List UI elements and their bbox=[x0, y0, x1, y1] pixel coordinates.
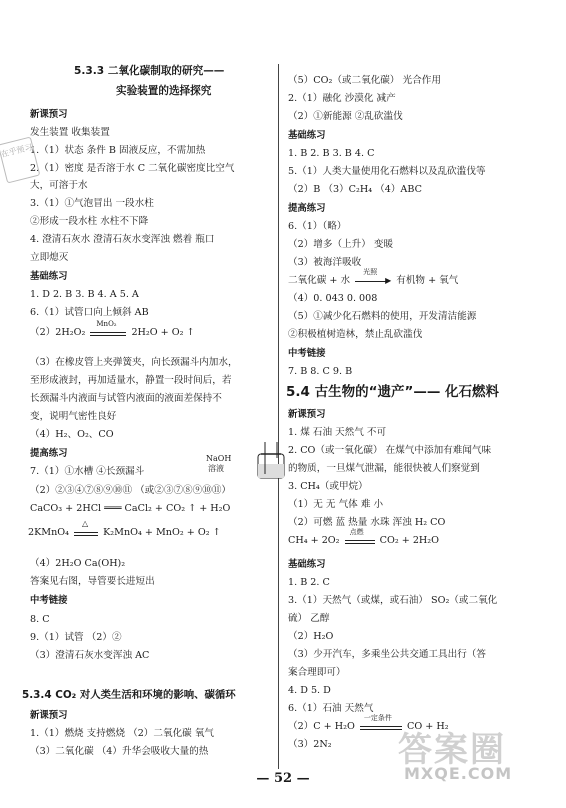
subsection-heading: 中考链接 bbox=[288, 348, 326, 359]
answer-line: 1. B 2. C bbox=[288, 577, 330, 588]
answer-line: 至形成液封，再加适量水，静置一段时间后，若 bbox=[30, 375, 232, 386]
eq-lhs: 2KMnO₄ bbox=[28, 527, 69, 538]
eq-arrow: 光照 ▶ bbox=[353, 275, 393, 287]
answer-line: 1. D 2. B 3. B 4. A 5. A bbox=[30, 289, 139, 300]
answer-line: 3.（1）①气泡冒出 一段水柱 bbox=[30, 198, 154, 209]
eq-rhs: CO + H₂ bbox=[406, 721, 449, 732]
subsection-heading: 提高练习 bbox=[288, 203, 326, 214]
eq-rhs: 有机物 + 氧气 bbox=[396, 275, 459, 286]
answer-line: （2）H₂O bbox=[288, 631, 334, 642]
section-title-5-4: 5.4 古生物的“遗产”—— 化石燃料 bbox=[286, 384, 500, 400]
subsection-heading: 基础练习 bbox=[30, 271, 68, 282]
answer-line: 1.（1）状态 条件 B 固液反应，不需加热 bbox=[30, 145, 206, 156]
subsection-heading: 中考链接 bbox=[30, 595, 68, 606]
naoh-solution-label: 溶液 bbox=[208, 464, 224, 473]
answer-line: 发生装置 收集装置 bbox=[30, 127, 110, 138]
answer-line: （4）2H₂O Ca(OH)₂ bbox=[30, 558, 126, 569]
preview-stamp: 在乎预习 bbox=[0, 136, 40, 183]
eq-rhs: CO₂ + 2H₂O bbox=[379, 535, 440, 546]
eq-lhs: （2）C + H₂O bbox=[288, 721, 355, 732]
answer-line: 1. 煤 石油 天然气 不可 bbox=[288, 427, 387, 438]
naoh-label: NaOH bbox=[206, 454, 232, 463]
answer-line: 长颈漏斗内液面与试管内液面的液面差保持不 bbox=[30, 393, 222, 404]
subsection-heading: 基础练习 bbox=[288, 130, 326, 141]
subsection-heading: 新课预习 bbox=[30, 109, 68, 120]
answer-line: （1）无 无 气体 难 小 bbox=[288, 499, 384, 510]
answer-line: 立即熄灭 bbox=[30, 252, 69, 263]
watermark-url: MXQE.COM bbox=[404, 764, 513, 783]
answer-line: 7.（1）①水槽 ④长颈漏斗 bbox=[30, 466, 145, 477]
answer-line: 4. 澄清石灰水 澄清石灰水变浑浊 燃着 瓶口 bbox=[30, 234, 215, 245]
answer-line: 1. B 2. B 3. B 4. C bbox=[288, 148, 375, 159]
gas-washing-bottle-icon bbox=[256, 442, 292, 480]
section-subtitle-5-3-3: 实验装置的选择探究 bbox=[116, 85, 212, 97]
answer-line: 3.（1）天然气（或煤，或石油） SO₂（或二氧化 bbox=[288, 595, 498, 606]
eq-rhs: 2H₂O + O₂ ↑ bbox=[131, 327, 195, 338]
eq-lhs: （2）2H₂O₂ bbox=[30, 327, 86, 338]
answer-line: 2.（1）密度 是否溶于水 C 二氧化碳密度比空气 bbox=[30, 163, 235, 174]
section-title-5-3-4: 5.3.4 CO₂ 对人类生活和环境的影响、碳循环 bbox=[22, 689, 236, 701]
subsection-heading: 新课预习 bbox=[288, 409, 326, 420]
answer-line: （3）2N₂ bbox=[288, 739, 332, 750]
eq-condition: MnO₂ bbox=[96, 319, 117, 328]
answer-line: （3）澄清石灰水变浑浊 AC bbox=[30, 650, 150, 661]
answer-line: （5）CO₂（或二氧化碳） 光合作用 bbox=[288, 75, 441, 86]
eq-condition: 光照 bbox=[363, 267, 378, 276]
eq-lhs: CH₄ + 2O₂ bbox=[288, 535, 340, 546]
equation-caco3: CaCO₃ + 2HCl ═══ CaCl₂ + CO₂ ↑ + H₂O bbox=[30, 503, 231, 514]
equation-methane bbox=[288, 527, 440, 548]
answer-line: 大，可溶于水 bbox=[30, 180, 88, 191]
subsection-heading: 基础练习 bbox=[288, 559, 326, 570]
answer-line: 2. CO（或一氧化碳） 在煤气中添加有难闻气味 bbox=[288, 445, 492, 456]
answer-line: 5.（1）人类大量使用化石燃料以及乱砍滥伐等 bbox=[288, 166, 486, 177]
eq-condition: 点燃 bbox=[349, 527, 364, 536]
answer-line: （2）①新能源 ②乱砍滥伐 bbox=[288, 111, 403, 122]
equation-kmno4 bbox=[28, 518, 221, 540]
answer-line: （5）①减少化石燃料的使用，开发清洁能源 bbox=[288, 311, 477, 322]
answer-line: 案合理即可） bbox=[288, 667, 346, 678]
answer-line: （4）0. 043 0. 008 bbox=[288, 293, 378, 304]
column-divider bbox=[278, 64, 279, 769]
naoh-apparatus-diagram bbox=[206, 454, 292, 480]
answer-line: 6.（1）石油 天然气 bbox=[288, 703, 374, 714]
answer-line: （3）二氧化碳 （4）升华会吸收大量的热 bbox=[30, 746, 209, 757]
answer-line: （2）B （3）C₂H₄ （4）ABC bbox=[288, 184, 422, 195]
eq-lhs: 二氧化碳 + 水 bbox=[288, 275, 351, 286]
watermark-logo-text: 答案圈 bbox=[398, 730, 506, 770]
answer-line: 1.（1）燃烧 支持燃烧 （2）二氧化碳 氧气 bbox=[30, 728, 215, 739]
answer-line: （2）可燃 蓝 热量 水珠 浑浊 H₂ CO bbox=[288, 517, 446, 528]
answer-line: 9.（1）试管 （2）② bbox=[30, 632, 122, 643]
answer-line: ②形成一段水柱 水柱不下降 bbox=[30, 216, 149, 227]
equation-photosynthesis bbox=[288, 267, 459, 288]
answer-line: ②积极植树造林，禁止乱砍滥伐 bbox=[288, 329, 423, 340]
answer-line: （3）被海洋吸收 bbox=[288, 257, 362, 268]
eq-rhs: K₂MnO₄ + MnO₂ + O₂ ↑ bbox=[103, 527, 221, 538]
answer-line: 答案见右图，导管要长进短出 bbox=[30, 576, 155, 587]
answer-line: 的物质，一旦煤气泄漏，能很快被人们察觉到 bbox=[288, 463, 480, 474]
page-number: — 52 — bbox=[256, 771, 310, 786]
answer-line: 3. CH₄（或甲烷） bbox=[288, 481, 368, 492]
subsection-heading: 提高练习 bbox=[30, 448, 68, 459]
eq-condition: △ bbox=[82, 518, 89, 528]
answer-line: 硫） 乙醇 bbox=[288, 613, 330, 624]
answer-line: 8. C bbox=[30, 614, 50, 625]
answer-line: （2）②③④⑦⑧⑨⑩⑪ （或②③⑦⑧⑨⑩⑪） bbox=[30, 485, 232, 496]
answer-line: 变，说明气密性良好 bbox=[30, 411, 117, 422]
eq-arrow bbox=[343, 527, 377, 547]
eq-condition: 一定条件 bbox=[363, 713, 392, 722]
eq-arrow bbox=[72, 518, 100, 539]
answer-line: （2）增多（上升） 变暖 bbox=[288, 239, 394, 250]
answer-line: （3）在橡皮管上夹弹簧夹，向长颈漏斗内加水， bbox=[30, 357, 238, 368]
equation-h2o2 bbox=[30, 319, 195, 340]
eq-arrow bbox=[88, 319, 128, 339]
answer-line: 2.（1）融化 沙漠化 减产 bbox=[288, 93, 396, 104]
answer-line: 4. D 5. D bbox=[288, 685, 331, 696]
answer-line: （4）H₂、O₂、CO bbox=[30, 429, 114, 440]
answer-line: （3）少开汽车，多乘坐公共交通工具出行（答 bbox=[288, 649, 486, 660]
answer-line: 6.（1）试管口向上倾斜 AB bbox=[30, 307, 149, 318]
answer-line: 7. B 8. C 9. B bbox=[288, 366, 353, 377]
answer-line: 6.（1）（略） bbox=[288, 221, 347, 232]
section-title-5-3-3: 5.3.3 二氧化碳制取的研究—— bbox=[74, 65, 225, 77]
subsection-heading: 新课预习 bbox=[30, 710, 68, 721]
